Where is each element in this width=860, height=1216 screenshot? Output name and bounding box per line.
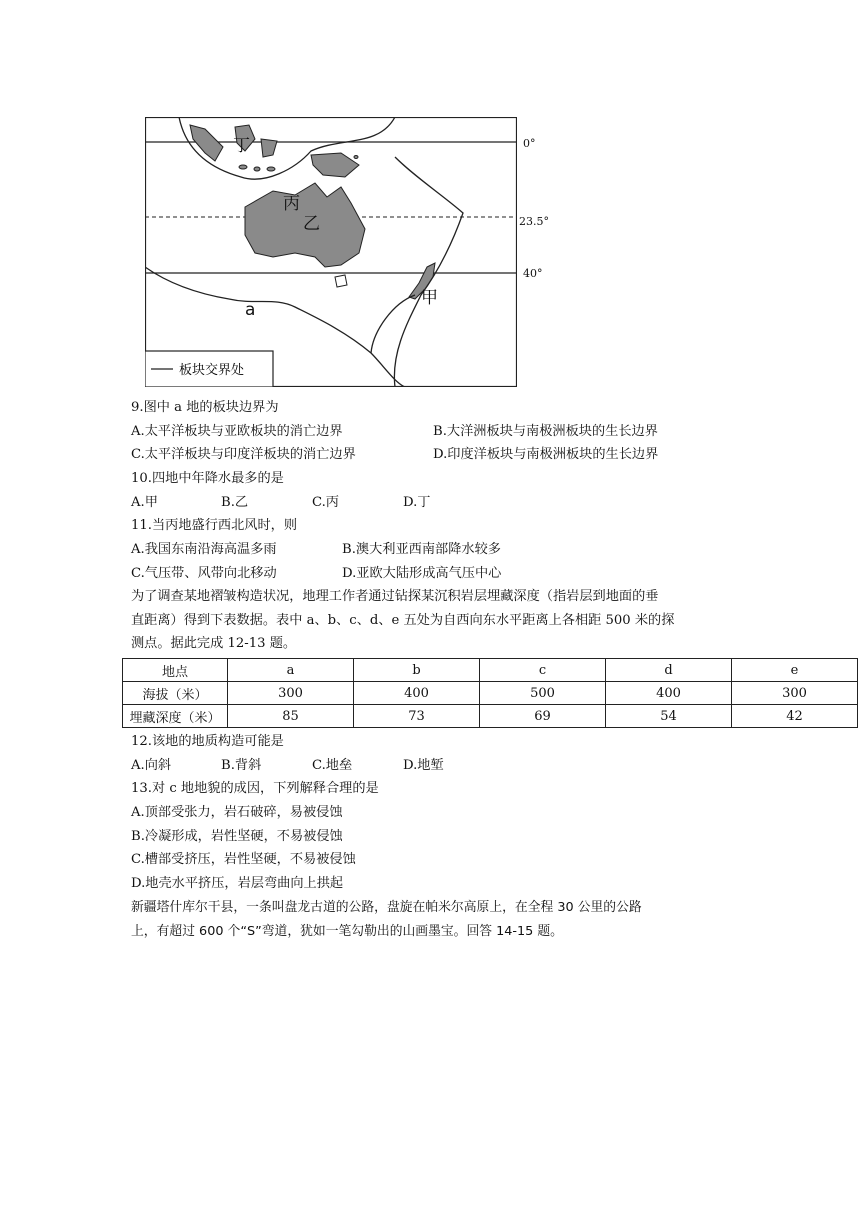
q13-option-b: B.冷凝形成，岩性坚硬，不易被侵蚀 [131, 829, 343, 844]
table-header-cell: a [228, 659, 354, 682]
intro14-line1: 新疆塔什库尔干县，一条叫盘龙古道的公路，盘旋在帕米尔高原上，在全程 30 公里的公路 [131, 900, 642, 915]
q13-option-a: A.顶部受张力，岩石破碎，易被侵蚀 [131, 805, 343, 820]
q9-option-a: A.太平洋板块与亚欧板块的消亡边界 [131, 424, 343, 439]
lat-label-40-outside: 40° [523, 267, 543, 280]
intro12-line2: 直距离）得到下表数据。表中 a、b、c、d、e 五处为自西向东水平距离上各相距 500 米的探 [131, 613, 675, 628]
intro14-line2: 上，有超过 600 个“S”弯道，犹如一笔勾勒出的山画墨宝。回答 14-15 题。 [131, 924, 563, 939]
q12-option-b: B.背斜 [221, 758, 262, 773]
region-label-bing: 丙 [283, 194, 300, 214]
q13-stem: 13.对 c 地地貌的成因，下列解释合理的是 [131, 781, 379, 796]
q9-stem: 9.图中 a 地的板块边界为 [131, 400, 279, 415]
table-cell: 54 [606, 705, 732, 728]
q12-option-a: A.向斜 [131, 758, 172, 773]
drilling-data-table [122, 658, 858, 728]
table-cell: 85 [228, 705, 354, 728]
table-cell: 300 [228, 682, 354, 705]
table-header-cell: d [606, 659, 732, 682]
table-row-label: 海拔（米） [123, 682, 228, 705]
table-cell: 42 [732, 705, 858, 728]
region-label-ding: 丁 [233, 136, 250, 156]
q12-option-d: D.地堑 [403, 758, 444, 773]
table-row-label: 埋藏深度（米） [123, 705, 228, 728]
q10-option-b: B.乙 [221, 495, 249, 510]
q11-option-a: A.我国东南沿海高温多雨 [131, 542, 277, 557]
q9-option-c: C.太平洋板块与印度洋板块的消亡边界 [131, 447, 356, 462]
intro12-line3: 测点。据此完成 12-13 题。 [131, 636, 297, 651]
table-header-cell: 地点 [123, 659, 228, 682]
q12-option-c: C.地垒 [312, 758, 353, 773]
q11-option-c: C.气压带、风带向北移动 [131, 566, 277, 581]
lat-label-0-outside: 0° [523, 137, 536, 150]
q11-option-d: D.亚欧大陆形成高气压中心 [342, 566, 502, 581]
legend-label: 板块交界处 [179, 363, 245, 378]
table-header-cell: b [354, 659, 480, 682]
q10-option-c: C.丙 [312, 495, 339, 510]
q11-stem: 11.当丙地盛行西北风时，则 [131, 518, 298, 533]
q9-option-d: D.印度洋板块与南极洲板块的生长边界 [433, 447, 659, 462]
map-legend [145, 351, 273, 387]
table-cell: 73 [354, 705, 480, 728]
lat-label-23-5-outside: 23.5° [519, 215, 549, 228]
region-label-a: a [245, 300, 256, 320]
table-header-cell: c [480, 659, 606, 682]
table-cell: 69 [480, 705, 606, 728]
table-header-cell: e [732, 659, 858, 682]
q9-option-b: B.大洋洲板块与南极洲板块的生长边界 [433, 424, 658, 439]
q13-option-d: D.地壳水平挤压，岩层弯曲向上拱起 [131, 876, 344, 891]
region-label-jia: 甲 [421, 288, 438, 308]
table-cell: 400 [354, 682, 480, 705]
table-cell: 400 [606, 682, 732, 705]
q10-option-d: D.丁 [403, 495, 431, 510]
intro12-line1: 为了调查某地褶皱构造状况，地理工作者通过钻探某沉积岩层埋藏深度（指岩层到地面的垂 [131, 589, 659, 604]
region-label-yi: 乙 [303, 214, 320, 234]
q12-stem: 12.该地的地质构造可能是 [131, 734, 284, 749]
table-row [123, 682, 858, 705]
q10-option-a: A.甲 [131, 495, 158, 510]
plate-boundary-map [145, 117, 517, 387]
q10-stem: 10.四地中年降水最多的是 [131, 471, 284, 486]
table-header-row [123, 659, 858, 682]
q11-option-b: B.澳大利亚西南部降水较多 [342, 542, 501, 557]
table-cell: 500 [480, 682, 606, 705]
table-cell: 300 [732, 682, 858, 705]
q13-option-c: C.槽部受挤压，岩性坚硬，不易被侵蚀 [131, 852, 356, 867]
table-row [123, 705, 858, 728]
